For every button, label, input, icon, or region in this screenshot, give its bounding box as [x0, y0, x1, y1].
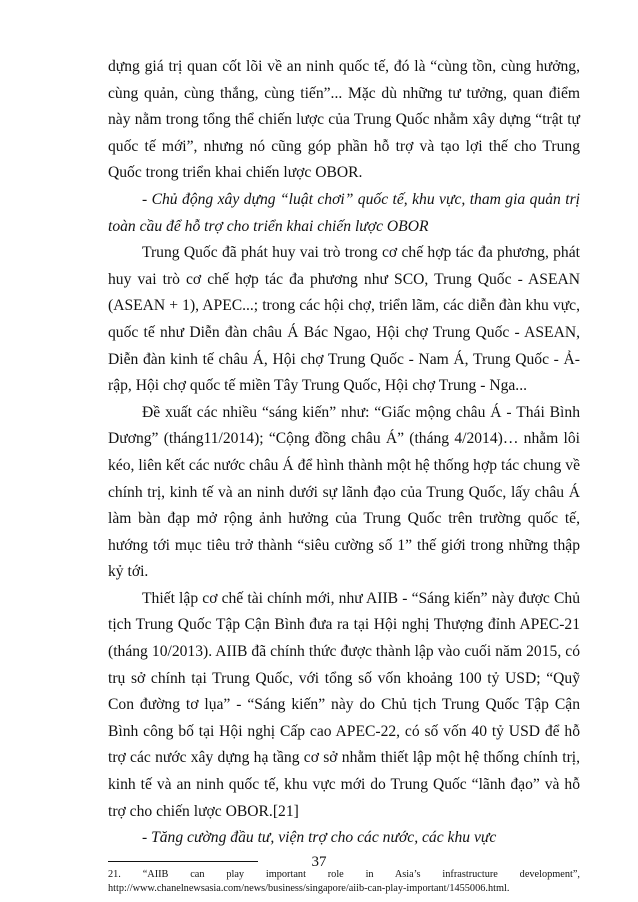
paragraph-initiatives: Đề xuất các nhiều “sáng kiến” như: “Giấc mộng châu Á - Thái Bình Dương” (tháng11/2014); “Cộng đồng châu Á” (tháng 4/2014)… nhằm lôi kéo, liên kết các nước châu Á để hình thành một hệ thống hợp tác chung về chính trị, kinh tế và an ninh dưới sự lãnh đạo của Trung Quốc, lấy châu Á làm bàn đạp mở rộng ảnh hưởng của Trung Quốc trên trường quốc tế, hướng tới mục tiêu trở thành “siêu cường số 1” thế giới trong những thập kỷ tới. — [108, 403, 580, 581]
subheading-investment: - Tăng cường đầu tư, viện trợ cho các nước, các khu vực — [142, 829, 497, 847]
subheading-rules-of-game: - Chủ động xây dựng “luật chơi” quốc tế, khu vực, tham gia quản trị toàn cầu để hỗ trợ cho triển khai chiến lược OBOR — [108, 190, 580, 235]
page-number: 37 — [311, 854, 327, 870]
footnote — [108, 868, 580, 896]
footnote-line-1: 21. “AIIB can play important role in Asia’s infrastructure development”, — [108, 868, 580, 880]
paragraph-aiib: Thiết lập cơ chế tài chính mới, như AIIB - “Sáng kiến” này được Chủ tịch Trung Quốc Tập Cận Bình đưa ra tại Hội nghị Thượng đỉnh APEC-21 (tháng 10/2013). AIIB đã chính thức được thành lập vào cuối năm 2015, có trụ sở chính tại Trung Quốc, với tổng số vốn khoảng 100 tỷ USD; “Quỹ Con đường tơ lụa” - “Sáng kiến” này do Chủ tịch Trung Quốc Tập Cận Bình công bố tại Hội nghị Cấp cao APEC-22, có số vốn 40 tỷ USD để hỗ trợ các nước xây dựng hạ tầng cơ sở nhằm thiết lập một hệ thống chính trị, kinh tế và an ninh quốc tế, khu vực mới do Trung Quốc “lãnh đạo” và hỗ trợ cho chiến lược OBOR.[21] — [108, 589, 580, 820]
paragraph-multilateral: Trung Quốc đã phát huy vai trò trong cơ chế hợp tác đa phương, phát huy vai trò cơ chế hợp tác đa phương như SCO, Trung Quốc - ASEAN (ASEAN + 1), APEC...; trong các hội chợ, triển lãm, các diễn đàn khu vực, quốc tế như Diễn đàn châu Á Bác Ngao, Hội chợ Trung Quốc - ASEAN, Diễn đàn kinh tế châu Á, Hội chợ Trung Quốc - Nam Á, Trung Quốc - Ả-rập, Hội chợ quốc tế miền Tây Trung Quốc, Hội chợ Trung - Nga... — [108, 244, 580, 395]
paragraph-continuation: dựng giá trị quan cốt lõi về an ninh quốc tế, đó là “cùng tồn, cùng hưởng, cùng quản, cùng thắng, cùng tiến”... Mặc dù những tư tưởng, quan điểm này nằm trong tổng thể chiến lược của Trung Quốc nhằm xây dựng “trật tự quốc tế mới”, nhưng nó cũng góp phần hỗ trợ và tạo lợi thế cho Trung Quốc trong triển khai chiến lược OBOR. — [108, 58, 580, 182]
footnote-url: http://www.chanelnewsasia.com/news/business/singapore/aiib-can-play-important/1455006.html. — [108, 882, 510, 894]
